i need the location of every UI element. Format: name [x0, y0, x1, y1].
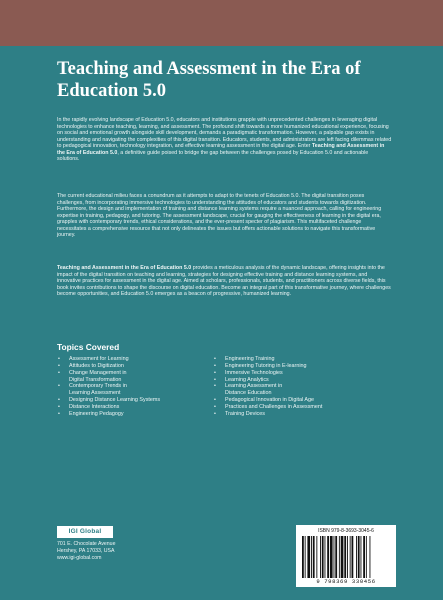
- paragraph-1-text-b: , a definitive guide poised to bridge the gap between the challenges posed by Education 5.0 and actionable solutions.: [57, 149, 369, 163]
- description-paragraph-2: The current educational milieu faces a conundrum as it attempts to adapt to the tenets of Education 5.0. The digital transition poses challenges, from incorporating immersive technologies to understanding the attitudes of educators and students towards digitization. Furthermore, the design and implementation of training and distance learning systems require a nuanced approach, calling for engineering expertise in training, pedagogy, and tutoring. The assessment landscape, crucial for gauging the effectiveness of learning in the digital era, grapples with contemporary trends, ethical considerations, and the ever-present specter of plagiarism. This multifaceted challenge necessitates a comprehensive resource that not only delineates the issues but offers actionable solutions to navigate this transformative journey.: [57, 193, 382, 239]
- barcode-digits: 9 798369 330456: [316, 578, 376, 585]
- address-city: Hershey, PA 17033, USA: [57, 548, 115, 554]
- paragraph-1-book-title: Teaching and Assessment in the Era of Education 5.0: [57, 143, 385, 156]
- topic-item: • Pedagogical Innovation in Digital Age: [213, 397, 383, 404]
- paragraph-1-text-a: In the rapidly evolving landscape of Education 5.0, educators and institutions grapple with unprecedented challenges in leveraging digital technologies to enhance teaching, learning, and assessment. The profound shift towards a more humanized educational experience, focusing on social and emotional growth alongside skill development, demands a paradigmatic transformation. However, a palpable gap exists in understanding and navigating the complexities of this digital transition. Educators, students, and administrators are left facing dilemmas related to pedagogical innovation, technology integration, and effective learning assessment in the digital age. Enter: [57, 117, 392, 150]
- topics-heading: Topics Covered: [57, 342, 120, 352]
- barcode-icon: [302, 536, 390, 578]
- description-paragraph-1: [57, 117, 392, 163]
- topic-item: • Training Devices: [213, 411, 383, 418]
- topic-item: • Learning Assessment in: [213, 383, 383, 390]
- topic-item: • Engineering Training: [213, 356, 383, 363]
- description-paragraph-3: [57, 265, 392, 298]
- topic-item-continued: Learning Assessment: [69, 390, 121, 397]
- paragraph-3-book-title: Teaching and Assessment in the Era of Education 5.0: [57, 265, 192, 271]
- topic-item-continued: Digital Transformation: [69, 376, 122, 383]
- topic-item: • Immersive Technologies: [213, 370, 383, 377]
- topics-list-right: [213, 356, 383, 418]
- topic-item: • Designing Distance Learning Systems: [57, 397, 207, 404]
- topic-item: • Contemporary Trends in: [57, 383, 207, 390]
- topic-item: • Practices and Challenges in Assessment: [213, 404, 383, 411]
- topic-item: • Engineering Pedagogy: [57, 411, 207, 418]
- address-street: 701 E. Chocolate Avenue: [57, 541, 116, 547]
- book-title: Teaching and Assessment in the Era of Education 5.0: [57, 59, 361, 101]
- isbn-barcode: [296, 525, 396, 587]
- isbn-label: ISBN 979-8-3693-3045-6: [318, 528, 374, 534]
- topics-list-left: [57, 356, 207, 418]
- publisher-address: [57, 541, 197, 562]
- topic-item: • Distance Interactions: [57, 404, 207, 411]
- topic-item-continued: Distance Education: [225, 390, 272, 397]
- paragraph-3-text: provides a meticulous analysis of the dynamic landscape, offering insights into the impact of the digital transition on teaching and learning, strategies for designing effective training and distance learning systems, and innovative practices for assessment in the digital age. Aimed at scholars, professionals, students, and practitioners across diverse fields, this book invites contributions to shape the discourse on digital education. Become an integral part of this transformative journey, where challenges become opportunities, and Education 5.0 emerges as a beacon of progressive, humanized learning.: [57, 265, 391, 298]
- topic-item: • Change Management in: [57, 370, 207, 377]
- topic-item: • Learning Analytics: [213, 377, 383, 384]
- address-website: www.igi-global.com: [57, 555, 102, 561]
- publisher-logo: IGI Global: [57, 526, 113, 538]
- topic-item: • Engineering Tutoring in E-learning: [213, 363, 383, 370]
- top-color-band: [0, 0, 443, 46]
- topic-item: • Attitudes to Digitization: [57, 363, 207, 370]
- topic-item: • Assessment for Learning: [57, 356, 207, 363]
